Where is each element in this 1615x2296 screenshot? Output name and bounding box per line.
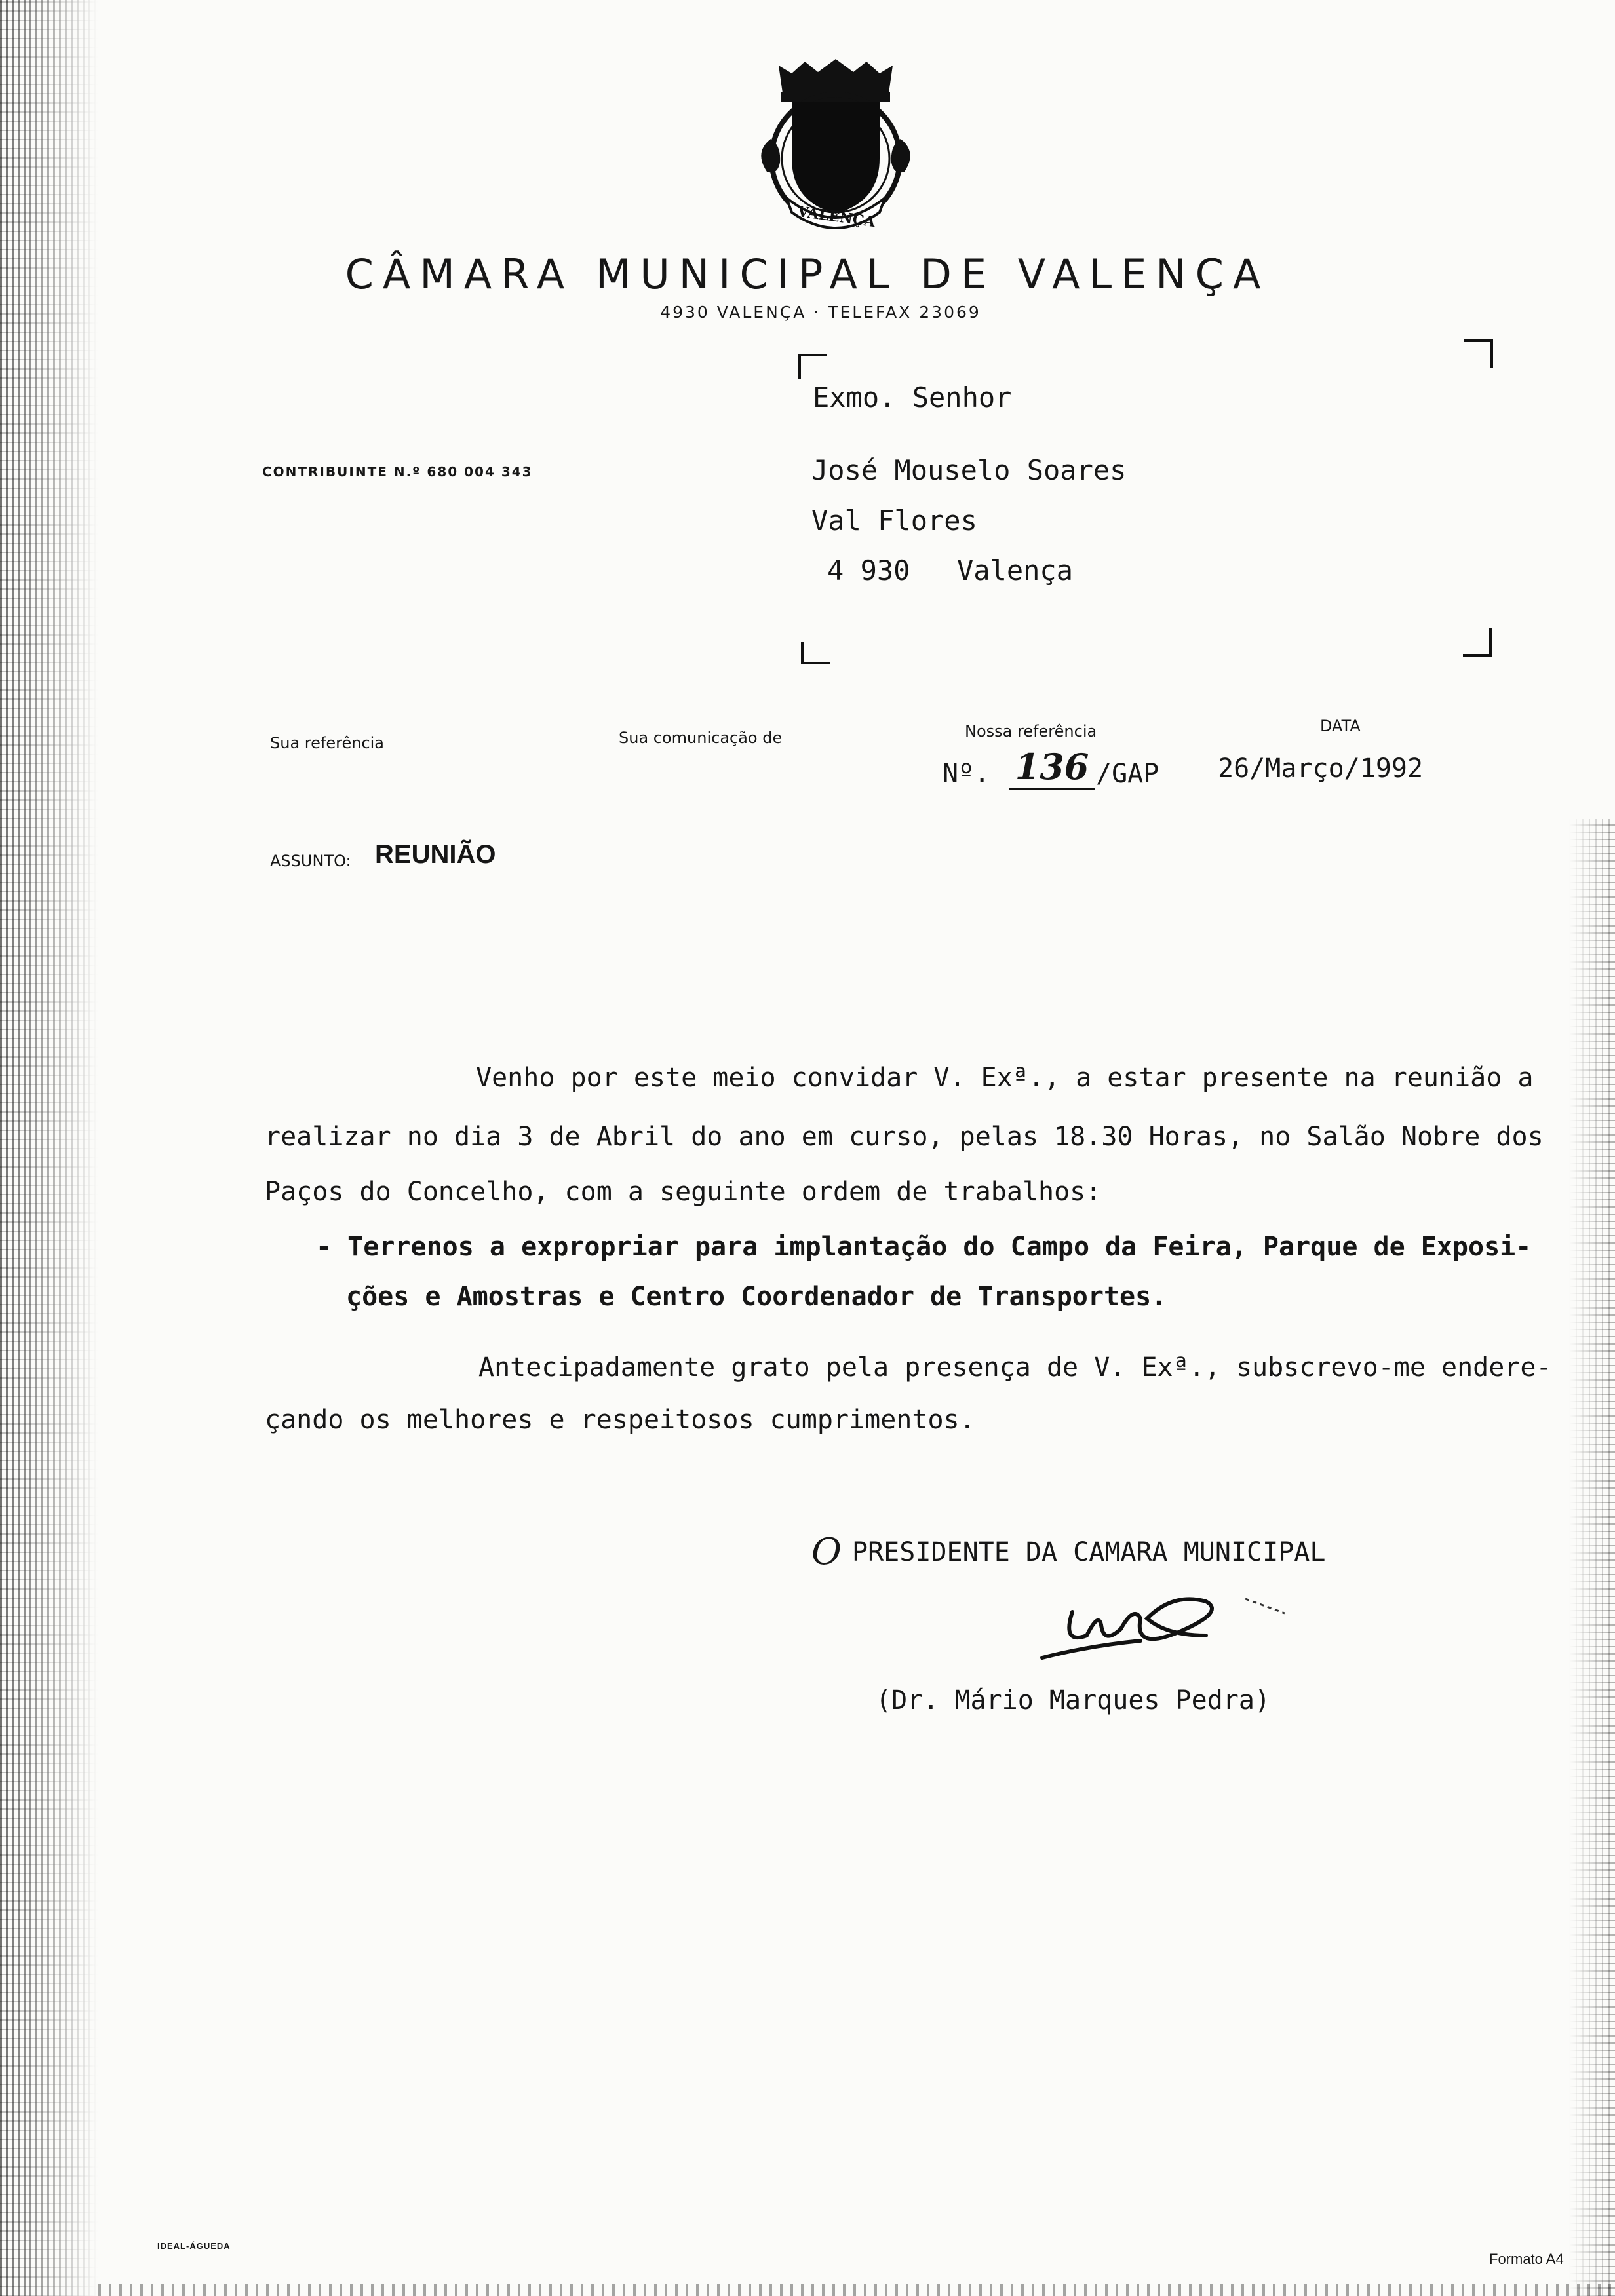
recipient-city: Valença [957, 554, 1074, 586]
scan-noise-left [0, 0, 98, 2296]
paper-format-label: Formato A4 [1489, 2251, 1564, 2267]
printer-imprint: IDEAL-ÁGUEDA [157, 2241, 231, 2251]
subject-value: REUNIÃO [375, 840, 496, 869]
subject-label: ASSUNTO: [270, 852, 351, 870]
agenda-item-line-2: ções e Amostras e Centro Coordenador de Transportes. [346, 1282, 1167, 1312]
window-corner-top-left [798, 354, 827, 379]
scan-noise-bottom [98, 2284, 1615, 2296]
municipal-crest-icon [741, 47, 931, 237]
window-corner-bottom-left [801, 642, 830, 664]
recipient-salutation: Exmo. Senhor [813, 381, 1012, 413]
recipient-name: José Mouselo Soares [811, 454, 1127, 486]
signature-title: PRESIDENTE DA CAMARA MUNICIPAL [852, 1537, 1326, 1567]
body-paragraph-1-line-1: Venho por este meio convidar V. Exª., a estar presente na reunião a [476, 1063, 1534, 1093]
body-paragraph-1-line-2: realizar no dia 3 de Abril do ano em curso, pelas 18.30 Horas, no Salão Nobre dos [265, 1122, 1544, 1152]
recipient-street: Val Flores [811, 505, 977, 537]
window-corner-bottom-right [1463, 628, 1492, 657]
council-address: 4930 VALENÇA · TELEFAX 23069 [660, 303, 981, 322]
body-paragraph-1-line-3: Paços do Concelho, com a seguinte ordem de trabalhos: [265, 1177, 1102, 1207]
agenda-item-line-1: - Terrenos a expropriar para implantação do Campo da Feira, Parque de Exposi- [316, 1232, 1532, 1262]
reference-prefix: Nº. [943, 759, 990, 789]
sua-comunicacao-label: Sua comunicação de [619, 729, 783, 747]
council-name: CÂMARA MUNICIPAL DE VALENÇA [345, 250, 1270, 298]
window-corner-top-right [1464, 339, 1493, 368]
nossa-referencia-label: Nossa referência [965, 722, 1097, 740]
sua-referencia-label: Sua referência [270, 734, 384, 752]
signatory-name: (Dr. Mário Marques Pedra) [876, 1685, 1271, 1715]
body-paragraph-2-line-1: Antecipadamente grato pela presença de V. Exª., subscrevo-me endere- [478, 1352, 1552, 1383]
signature-prefix: O [811, 1531, 842, 1573]
reference-number: 136 [1009, 746, 1095, 790]
crest-banner-text: VALENÇA [796, 202, 876, 231]
body-paragraph-2-line-2: çando os melhores e respeitosos cumprimentos. [265, 1405, 975, 1435]
reference-suffix: /GAP [1096, 759, 1159, 789]
recipient-postcode: 4 930 [827, 554, 910, 586]
scan-noise-right [1569, 819, 1615, 2296]
letter-date: 26/Março/1992 [1218, 754, 1424, 784]
taxpayer-number: CONTRIBUINTE N.º 680 004 343 [262, 464, 533, 480]
handwritten-signature [1009, 1573, 1298, 1677]
data-label: DATA [1320, 717, 1361, 735]
